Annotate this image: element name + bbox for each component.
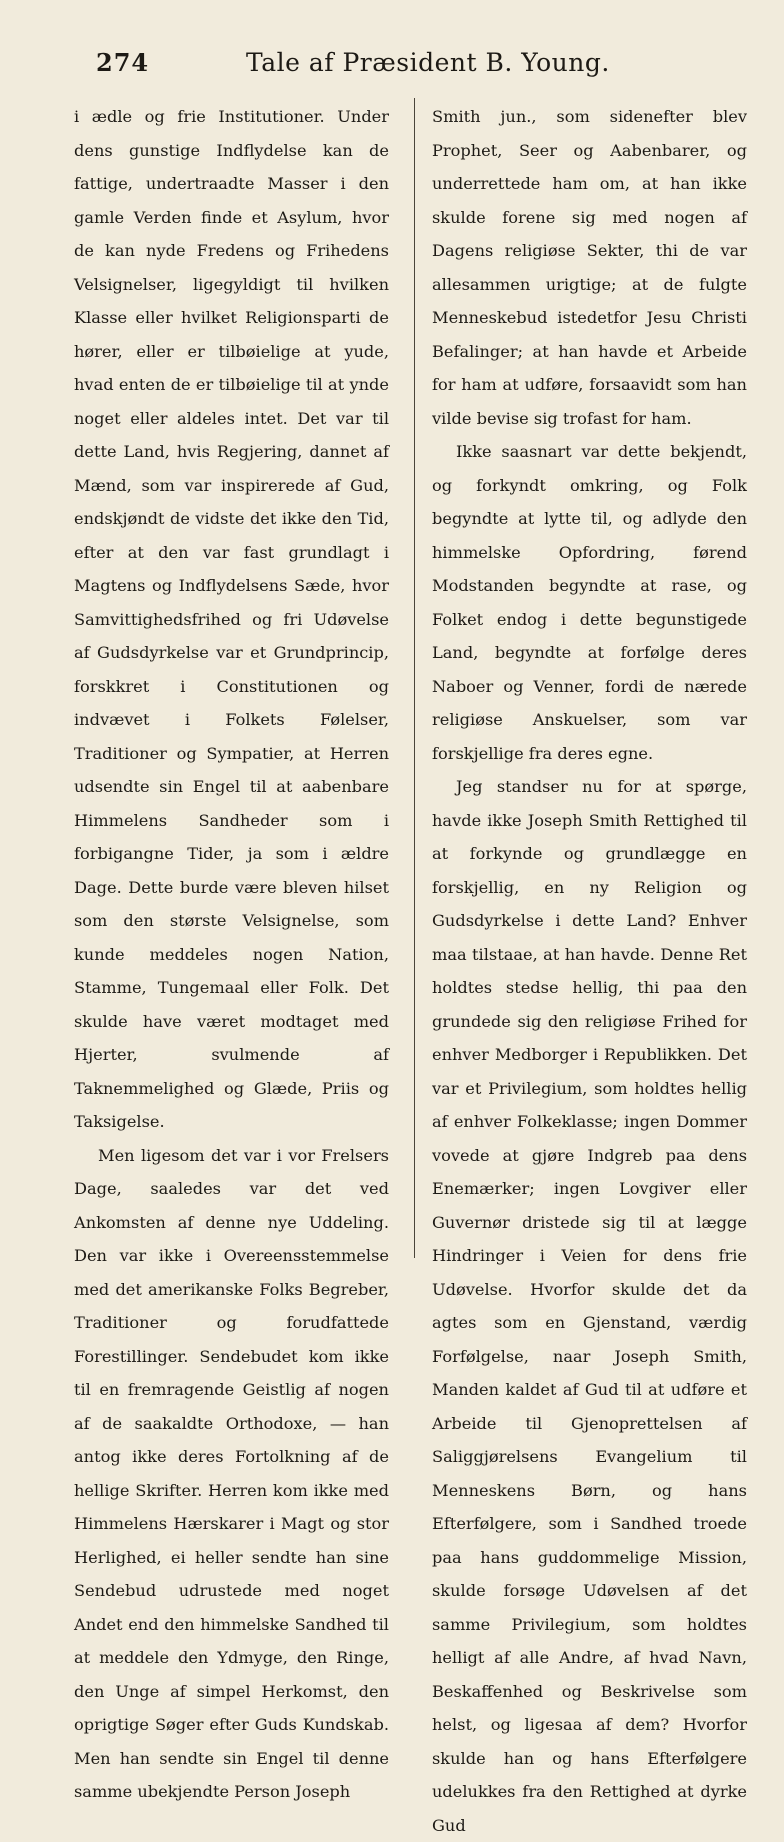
page-header: [96, 48, 696, 88]
paragraph: Ikke saasnart var dette bekjendt, og forkyndt omkring, og Folk begyndte at lytte til, og adlyde den himmelske Opfordring, førend Modstanden begyndte at rase, og Folket endog i dette begunstigede Land, begyndte at forfølge deres Naboer og Venner, fordi de nærede religiøse Anskuelser, som var forskjellige fra deres egne.: [432, 442, 747, 763]
column-divider: [414, 98, 415, 1258]
paragraph: Smith jun., som sidenefter blev Prophet, Seer og Aabenbarer, og underrettede ham om, at han ikke skulde forene sig med nogen af Dagens religiøse Sekter, thi de var allesammen urigtige; at de fulgte Menneskebud istedetfor Jesu Christi Befalinger; at han havde et Arbeide for ham at udføre, forsaavidt som han vilde bevise sig trofast for ham.: [432, 107, 747, 428]
right-column: [432, 100, 747, 1842]
paragraph: Men ligesom det var i vor Frelsers Dage, saaledes var det ved Ankomsten af denne nye Uddeling. Den var ikke i Overeensstemmelse med det amerikanske Folks Begreber, Traditioner og forudfattede Forestillinger. Sendebudet kom ikke til en fremragende Geistlig af nogen af de saakaldte Orthodoxe, — han antog ikke deres Fortolkning af de hellige Skrifter. Herren kom ikke med Himmelens Hærskarer i Magt og stor Herlighed, ei heller sendte han sine Sendebud udrustede med noget Andet end den himmelske Sandhed til at meddele den Ydmyge, den Ringe, den Unge af simpel Herkomst, den oprigtige Søger efter Guds Kundskab. Men han sendte sin Engel til denne samme ubekjendte Person Joseph: [74, 1145, 389, 1801]
paragraph: Jeg standser nu for at spørge, havde ikke Joseph Smith Rettighed til at forkynde og grundlægge en forskjellig, en ny Religion og Gudsdyrkelse i dette Land? Enhver maa tilstaae, at han havde. Denne Ret holdtes stedse hellig, thi paa den grundede sig den religiøse Frihed for enhver Medborger i Republikken. Det var et Privilegium, som holdtes hellig af enhver Folkeklasse; ingen Dommer vovede at gjøre Indgreb paa dens Enemærker; ingen Lovgiver eller Guvernør dristede sig til at lægge Hindringer i Veien for dens frie Udøvelse. Hvorfor skulde det da agtes som en Gjenstand, værdig Forfølgelse, naar Joseph Smith, Manden kaldet af Gud til at udføre et Arbeide til Gjenoprettelsen af Saliggjørelsens Evangelium til Menneskens Børn, og hans Efterfølgere, som i Sandhed troede paa hans guddommelige Mission, skulde forsøge Udøvelsen af det samme Privilegium, som holdtes helligt af alle Andre, af hvad Navn, Beskaffenhed og Beskrivelse som helst, og ligesaa af dem? Hvorfor skulde han og hans Efterfølgere udelukkes fra den Rettighed at dyrke Gud: [432, 777, 747, 1835]
paragraph: i ædle og frie Institutioner. Under dens gunstige Indflydelse kan de fattige, undertraadte Masser i den gamle Verden finde et Asylum, hvor de kan nyde Fredens og Frihedens Velsignelser, ligegyldigt til hvilken Klasse eller hvilket Religionsparti de hører, eller er tilbøielige at yude, hvad enten de er tilbøielige til at ynde noget eller aldeles intet. Det var til dette Land, hvis Regjering, dannet af Mænd, som var inspirerede af Gud, endskjøndt de vidste det ikke den Tid, efter at den var fast grundlagt i Magtens og Indflydelsens Sæde, hvor Samvittighedsfrihed og fri Udøvelse af Gudsdyrkelse var et Grundprincip, forskkret i Constitutionen og indvævet i Folkets Følelser, Traditioner og Sympatier, at Herren udsendte sin Engel til at aabenbare Himmelens Sandheder som i forbigangne Tider, ja som i ældre Dage. Dette burde være bleven hilset som den største Velsignelse, som kunde meddeles nogen Nation, Stamme, Tungemaal eller Folk. Det skulde have været modtaget med Hjerter, svulmende af Taknemmelighed og Glæde, Priis og Taksigelse.: [74, 107, 389, 1131]
running-title: Tale af Præsident B. Young.: [246, 48, 610, 77]
left-column: [74, 100, 389, 1809]
page-number: 274: [96, 48, 150, 77]
